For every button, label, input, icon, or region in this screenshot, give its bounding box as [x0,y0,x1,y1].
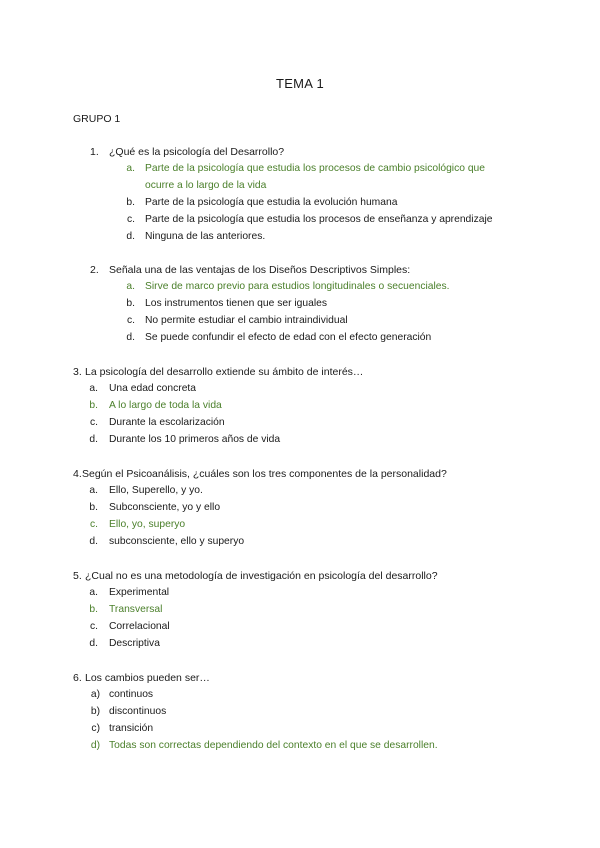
option-marker: a) [90,689,100,700]
option-marker: b. [89,400,98,411]
option-marker: d. [126,231,135,242]
group-heading: GRUPO 1 [73,113,121,125]
option-text: subconsciente, ello y superyo [109,536,245,547]
option-text: Se puede confundir el efecto de edad con el efecto generación [145,332,432,343]
option-text: Los instrumentos tienen que ser iguales [145,298,328,309]
option-text: Durante la escolarización [109,417,225,428]
option-marker: c. [89,621,98,632]
question-text: Según el Psicoanálisis, ¿cuáles son los tres componentes de la personalidad? [82,468,447,480]
option-marker: a. [126,281,135,292]
option-text: Parte de la psicología que estudia los procesos de enseñanza y aprendizaje [145,214,493,225]
option-text: Todas son correctas dependiendo del contexto en el que se desarrollen. [109,740,438,751]
option-marker: b) [90,706,100,717]
option-text: Ello, yo, superyo [109,519,186,530]
option-text: Sirve de marco previo para estudios longitudinales o secuenciales. [145,281,450,292]
option-text: No permite estudiar el cambio intraindividual [145,315,348,326]
option-marker: c. [126,315,135,326]
option-marker: b. [126,197,135,208]
question-number: 1. [90,146,99,158]
option-marker: d. [89,536,98,547]
option-marker: c) [91,723,100,734]
option-text: A lo largo de toda la vida [109,400,222,411]
option-a-continuation: ocurre a lo largo de la vida [145,180,267,191]
option-text: Transversal [109,604,163,615]
option-marker: b. [89,502,98,513]
option-marker: a. [89,485,98,496]
option-marker: b. [126,298,135,309]
option-text: Descriptiva [109,638,160,649]
question-text: ¿Cual no es una metodología de investigación en psicología del desarrollo? [85,570,438,582]
option-text: Una edad concreta [109,383,197,394]
option-marker: d. [89,434,98,445]
option-text: transición [109,723,154,734]
option-text: continuos [109,689,154,700]
option-text: discontinuos [109,706,167,717]
option-text: Ello, Superello, y yo. [109,485,203,496]
page-title: TEMA 1 [275,76,325,91]
option-marker: a. [89,587,98,598]
option-marker: a. [126,163,135,174]
option-marker: c. [89,519,98,530]
option-text: Parte de la psicología que estudia los procesos de cambio psicológico que [145,163,486,174]
question-text: ¿Qué es la psicología del Desarrollo? [109,146,285,158]
question-number: 3. [73,366,82,378]
option-text: Parte de la psicología que estudia la evolución humana [145,197,398,208]
option-text: Correlacional [109,621,170,632]
question-number: 6. [73,672,82,684]
option-text: Durante los 10 primeros años de vida [109,434,281,445]
option-marker: d) [90,740,100,751]
option-text: Experimental [109,587,170,598]
option-marker: c. [89,417,98,428]
question-text: La psicología del desarrollo extiende su ámbito de interés… [85,366,364,378]
question-text: Señala una de las ventajas de los Diseños Descriptivos Simples: [109,264,411,276]
option-marker: b. [89,604,98,615]
option-marker: c. [126,214,135,225]
question-text: Los cambios pueden ser… [85,672,210,684]
option-marker: d. [89,638,98,649]
option-marker: a. [89,383,98,394]
question-number: 2. [90,264,99,276]
option-marker: d. [126,332,135,343]
question-number: 4. [73,468,82,480]
option-text: Ninguna de las anteriores. [145,231,266,242]
question-number: 5. [73,570,82,582]
option-text: Subconsciente, yo y ello [109,502,221,513]
